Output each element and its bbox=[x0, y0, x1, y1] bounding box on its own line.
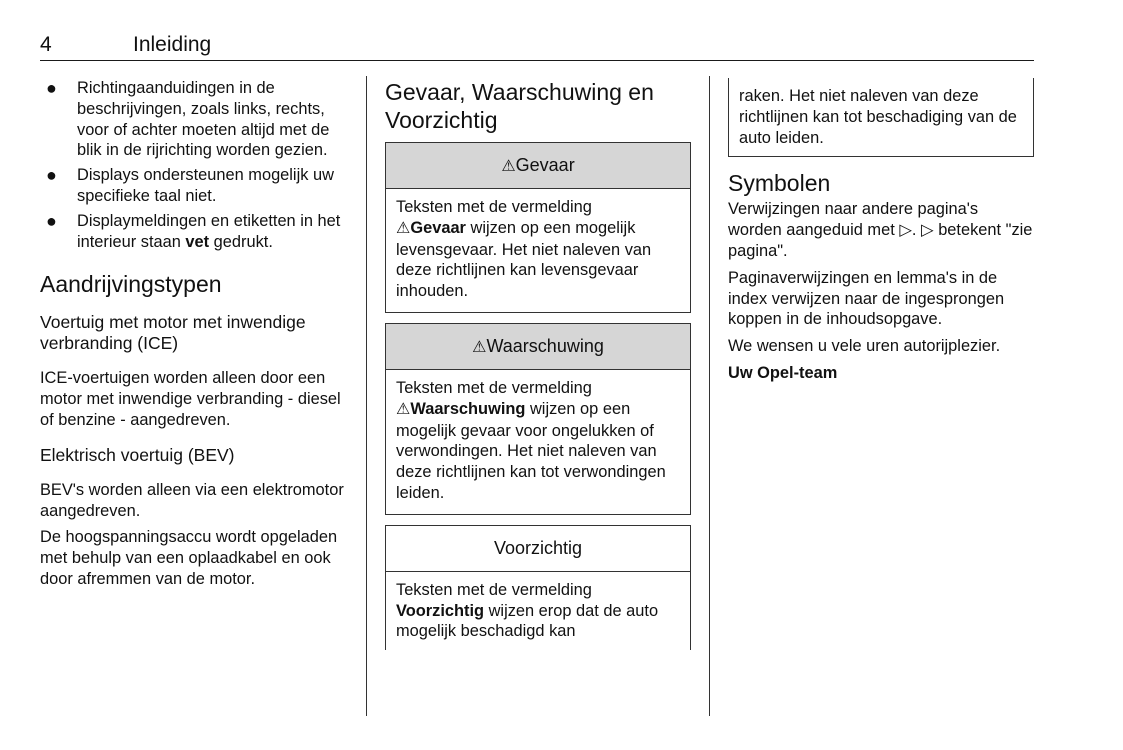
bullet-icon: ● bbox=[46, 165, 57, 186]
section-heading-warnings: Gevaar, Waarschuwing en Voorzichtig bbox=[385, 79, 654, 133]
bev-paragraph-2: De hoogspanningsaccu wordt opgeladen met behulp van een oplaadkabel en ook door afremmen van de motor. bbox=[40, 528, 338, 588]
list-item: ● Displays ondersteunen mogelijk uw specifieke taal niet. bbox=[46, 165, 334, 205]
page-number: 4 bbox=[40, 33, 52, 56]
column-divider-2 bbox=[709, 76, 710, 716]
waarschuwing-box-body: Teksten met de vermelding ⚠Waarschuwing wijzen op een mogelijk gevaar voor ongelukken of verwondingen. Het niet naleven van deze richtlijnen kan tot verwondingen leiden. bbox=[396, 378, 666, 502]
page-reference-arrow-icon: ▷ bbox=[899, 221, 912, 240]
column-divider-1 bbox=[366, 76, 367, 716]
voorzichtig-box-continued bbox=[728, 78, 1034, 157]
warning-triangle-icon: ⚠ bbox=[396, 400, 411, 418]
page-reference-paragraph: Paginaverwijzingen en lemma's in de index verwijzen naar de ingesprongen koppen in de inhoudsopgave. bbox=[728, 268, 1005, 329]
chapter-title: Inleiding bbox=[133, 33, 212, 56]
page-header bbox=[40, 30, 1034, 61]
waarschuwing-box-header: ⚠Waarschuwing bbox=[386, 324, 690, 370]
column-1 bbox=[40, 78, 352, 590]
closing-wish: We wensen u vele uren autorijplezier. bbox=[728, 337, 1001, 356]
subheading-ice: Voertuig met motor met inwendige verbranding (ICE) bbox=[40, 312, 306, 354]
warning-triangle-icon: ⚠ bbox=[472, 338, 487, 356]
section-heading-drivetrain: Aandrijvingstypen bbox=[40, 271, 222, 298]
waarschuwing-box bbox=[385, 323, 691, 515]
voorzichtig-box-body: Teksten met de vermelding Voorzichtig wijzen erop dat de auto mogelijk beschadigd kan bbox=[396, 580, 659, 641]
bullet-list bbox=[40, 78, 352, 252]
gevaar-box bbox=[385, 142, 691, 313]
list-item: ● Displaymeldingen en etiketten in het interieur staan vet gedrukt. bbox=[46, 210, 341, 251]
signature: Uw Opel-team bbox=[728, 363, 838, 382]
bullet-icon: ● bbox=[46, 78, 57, 98]
voorzichtig-continued-text: raken. Het niet naleven van deze richtlijnen kan tot beschadiging van de auto leiden. bbox=[739, 87, 1017, 147]
bullet-icon: ● bbox=[46, 210, 57, 231]
column-3 bbox=[728, 78, 1034, 384]
ice-paragraph: ICE-voertuigen worden alleen door een motor met inwendige verbranding - diesel of benzine - aangedreven. bbox=[40, 369, 341, 429]
warning-triangle-icon: ⚠ bbox=[396, 219, 411, 237]
subheading-bev: Elektrisch voertuig (BEV) bbox=[40, 444, 235, 465]
section-heading-symbols: Symbolen bbox=[728, 170, 831, 197]
gevaar-box-header: ⚠Gevaar bbox=[386, 143, 690, 189]
list-item: ● Richtingaanduidingen in de beschrijvingen, zoals links, rechts, voor of achter moeten altijd met de blik in de rijrichting worden gezien. bbox=[46, 78, 330, 160]
voorzichtig-box-header: Voorzichtig bbox=[386, 526, 690, 572]
symbols-paragraph: Verwijzingen naar andere pagina's worden aangeduid met ▷. ▷ betekent "zie pagina". bbox=[728, 200, 1033, 260]
page-reference-arrow-icon: ▷ bbox=[921, 221, 934, 240]
column-2 bbox=[385, 78, 691, 650]
voorzichtig-box bbox=[385, 525, 691, 650]
warning-triangle-icon: ⚠ bbox=[501, 158, 516, 175]
bev-paragraph-1: BEV's worden alleen via een elektromotor aangedreven. bbox=[40, 480, 344, 520]
gevaar-box-body: Teksten met de vermelding ⚠Gevaar wijzen op een mogelijk levensgevaar. Het niet naleven van deze richtlijnen kan levensgevaar inhouden. bbox=[396, 198, 652, 301]
